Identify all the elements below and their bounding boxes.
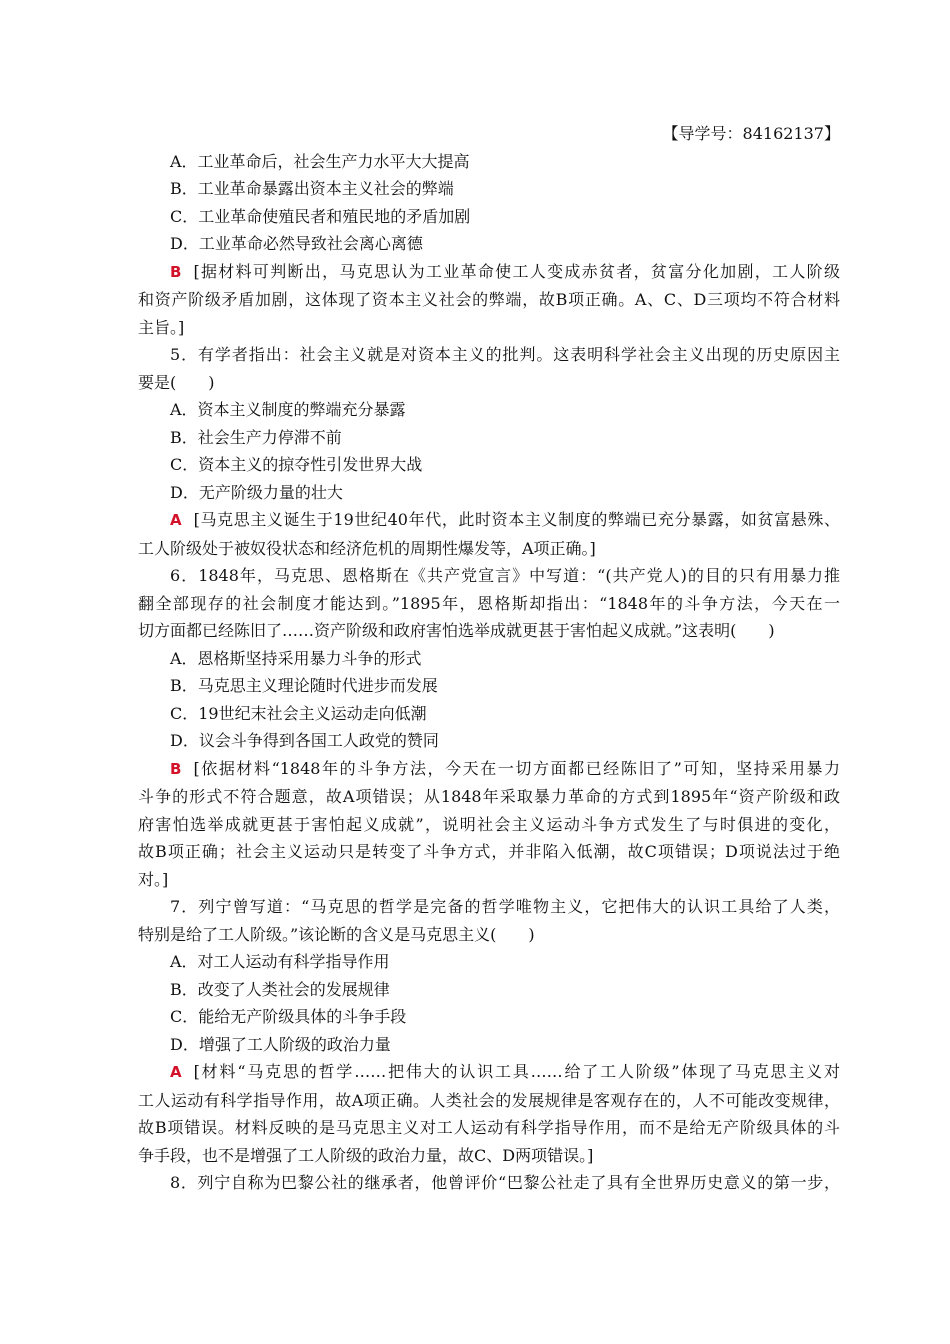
explanation-line: 工人阶级处于被奴役状态和经济危机的周期性爆发等，A项正确。]: [138, 538, 596, 558]
answer-letter: B: [170, 759, 182, 778]
question-7: [138, 893, 840, 1169]
answer-letter: B: [170, 262, 182, 281]
explanation-text: [马克思主义诞生于19世纪40年代，此时资本主义制度的弊端已充分暴露，如贫富悬殊、: [193, 510, 840, 529]
option-c: C．工业革命使殖民者和殖民地的矛盾加剧: [170, 206, 471, 226]
question-5: [138, 341, 840, 562]
question-stem: 切方面都已经陈旧了……资产阶级和政府害怕选举成就更甚于害怕起义成就。”这表明( ): [138, 621, 775, 640]
question-stem: 特别是给了工人阶级。”该论断的含义是马克思主义( ): [138, 924, 535, 944]
guide-number: 【导学号：84162137】: [662, 124, 840, 143]
explanation-line: 故B项正确；社会主义运动只是转变了斗争方式，并非陷入低潮，故C项错误；D项说法过于绝: [138, 842, 840, 861]
question-6: [138, 562, 840, 893]
answer-letter: A: [170, 1063, 182, 1081]
option-c: C．能给无产阶级具体的斗争手段: [170, 1007, 407, 1026]
explanation-line: 府害怕选举成就更甚于害怕起义成就”，说明社会主义运动斗争方式发生了与时俱进的变化，: [138, 814, 840, 834]
option-d: D．议会斗争得到各国工人政党的赞同: [170, 731, 439, 750]
explanation-line: 对。]: [138, 869, 169, 889]
explanation-line: 工人运动有科学指导作用，故A项正确。人类社会的发展规律是客观存在的，人不可能改变规律，: [138, 1090, 840, 1110]
question-8: [138, 1169, 840, 1197]
explanation-text: [依据材料“1848年的斗争方法，今天在一切方面都已经陈旧了”可知，坚持采用暴力: [193, 758, 840, 778]
option-a: A．对工人运动有科学指导作用: [170, 952, 390, 971]
question-stem: 5．有学者指出：社会主义就是对资本主义的批判。这表明科学社会主义出现的历史原因主: [170, 345, 840, 364]
option-a: A．工业革命后，社会生产力水平大大提高: [170, 151, 470, 171]
explanation-line: 争手段，也不是增强了工人阶级的政治力量，故C、D两项错误。]: [138, 1145, 594, 1165]
option-a: A．资本主义制度的弊端充分暴露: [170, 400, 406, 419]
answer-explanation: [138, 755, 840, 784]
explanation-line: 和资产阶级矛盾加剧，这体现了资本主义社会的弊端，故B项正确。A、C、D三项均不符合材料: [138, 290, 840, 309]
explanation-text: [材料“马克思的哲学……把伟大的认识工具……给了工人阶级”体现了马克思主义对: [193, 1062, 840, 1081]
option-d: D．工业革命必然导致社会离心离德: [170, 234, 423, 253]
option-c: C．资本主义的掠夺性引发世界大战: [170, 455, 423, 474]
explanation-line: 故B项错误。材料反映的是马克思主义对工人运动有科学指导作用，而不是给无产阶级具体的斗: [138, 1118, 840, 1137]
option-b: B．马克思主义理论随时代进步而发展: [170, 676, 438, 695]
question-stem: 要是( ): [138, 372, 215, 392]
question-stem: 8．列宁自称为巴黎公社的继承者，他曾评价“巴黎公社走了具有全世界历史意义的第一步，: [170, 1173, 840, 1192]
explanation-line: 斗争的形式不符合题意，故A项错误；从1848年采取暴力革命的方式到1895年“资产阶级和政: [138, 787, 840, 806]
option-b: B．工业革命暴露出资本主义社会的弊端: [170, 179, 454, 198]
answer-letter: A: [170, 511, 182, 529]
explanation-line: 主旨。]: [138, 317, 185, 337]
answer-explanation: [138, 1058, 840, 1087]
question-stem: 6．1848年，马克思、恩格斯在《共产党宣言》中写道：“(共产党人)的目的只有用暴力推: [170, 566, 840, 585]
question-4: [138, 148, 840, 342]
option-b: B．改变了人类社会的发展规律: [170, 979, 390, 999]
question-stem: 翻全部现存的社会制度才能达到。”1895年，恩格斯却指出：“1848年的斗争方法，今天在一: [138, 593, 840, 613]
option-d: D．无产阶级力量的壮大: [170, 482, 343, 502]
document-page: [138, 120, 840, 1197]
explanation-text: [据材料可判断出，马克思认为工业革命使工人变成赤贫者，贫富分化加剧，工人阶级: [193, 261, 840, 281]
answer-explanation: [138, 506, 840, 535]
option-c: C．19世纪末社会主义运动走向低潮: [170, 703, 427, 723]
option-a: A．恩格斯坚持采用暴力斗争的形式: [170, 648, 422, 668]
question-stem: 7．列宁曾写道：“马克思的哲学是完备的哲学唯物主义，它把伟大的认识工具给了人类，: [170, 897, 840, 916]
answer-explanation: [138, 258, 840, 287]
option-b: B．社会生产力停滞不前: [170, 427, 342, 447]
option-d: D．增强了工人阶级的政治力量: [170, 1034, 391, 1054]
